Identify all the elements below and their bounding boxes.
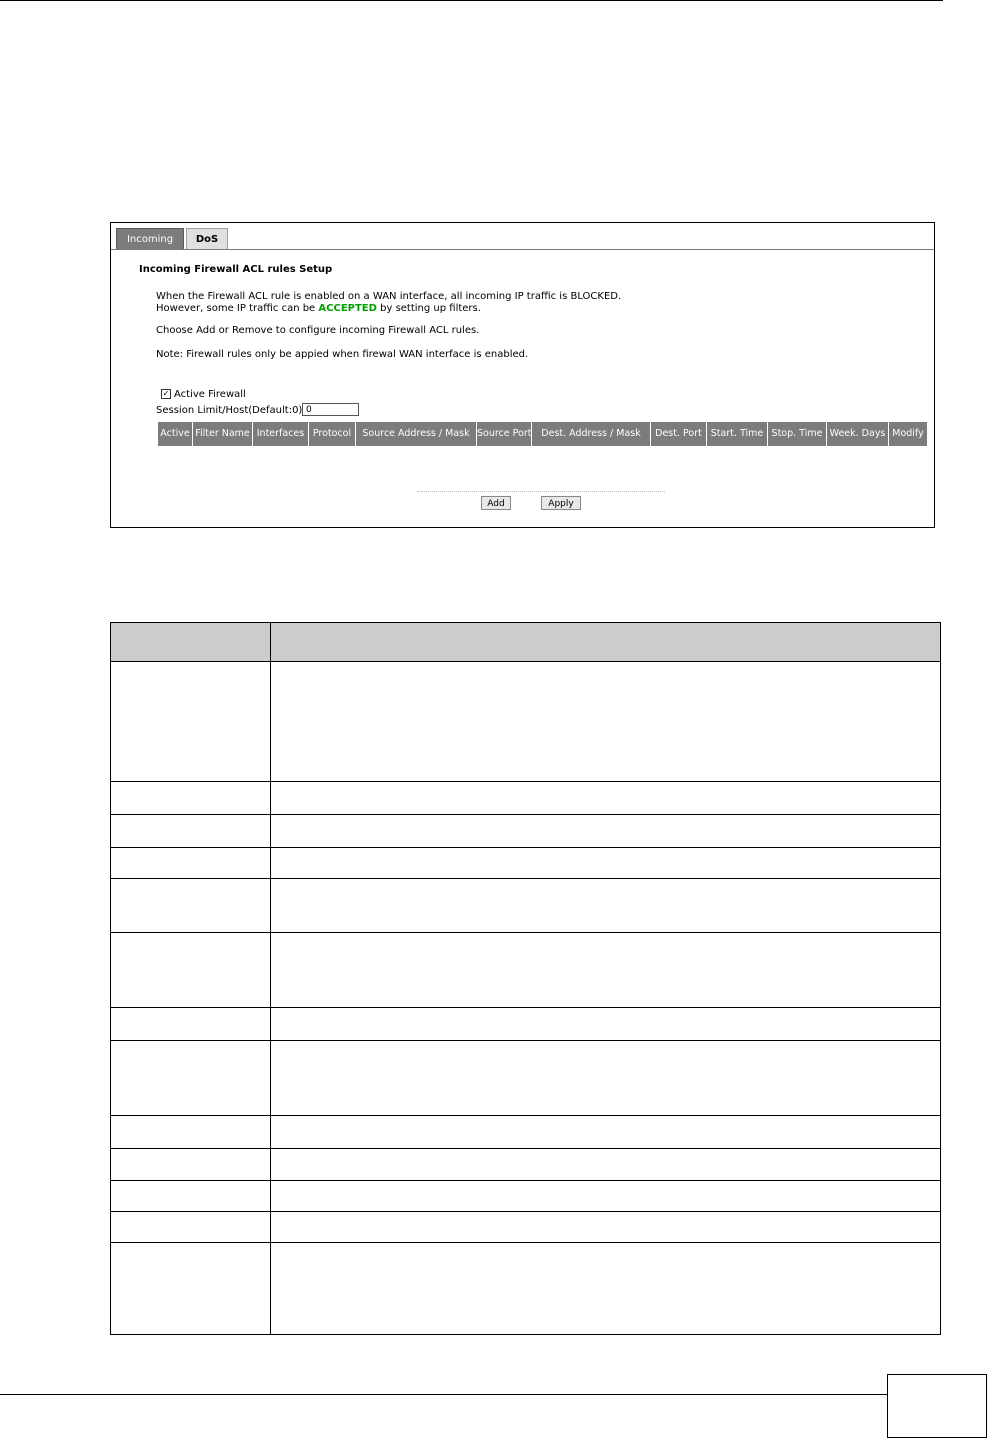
description-cell <box>271 1149 941 1181</box>
table-row <box>111 1212 941 1243</box>
description-cell <box>271 1212 941 1243</box>
tab-bar-line <box>111 249 934 250</box>
section-title: Incoming Firewall ACL rules Setup <box>139 264 333 275</box>
description-table <box>110 622 941 1335</box>
divider-line <box>417 491 665 492</box>
table-row <box>111 782 941 815</box>
label-cell <box>111 1181 271 1212</box>
label-cell <box>111 1212 271 1243</box>
tab-dos[interactable]: DoS <box>186 228 228 250</box>
label-cell <box>111 933 271 1008</box>
note-line: Note: Firewall rules only be appied when firewal WAN interface is enabled. <box>156 349 529 360</box>
col-week-days: Week. Days <box>827 422 889 446</box>
info-line-2 <box>156 303 481 314</box>
col-source-port: Source Port <box>477 422 532 446</box>
apply-button[interactable]: Apply <box>541 496 581 510</box>
label-cell <box>111 662 271 782</box>
rule-table-header <box>158 422 927 446</box>
table-row <box>111 1041 941 1116</box>
description-cell <box>271 1243 941 1335</box>
table-row <box>111 1008 941 1041</box>
col-modify: Modify <box>892 428 924 439</box>
col-stop-time: Stop. Time <box>768 422 827 446</box>
table-row <box>111 662 941 782</box>
active-firewall-checkbox[interactable]: ✓ <box>162 389 170 398</box>
col-active: Active <box>158 422 193 446</box>
description-cell <box>271 1041 941 1116</box>
top-rule <box>0 0 943 1</box>
label-cell <box>111 879 271 933</box>
table-row <box>111 1243 941 1335</box>
header-cell-label <box>111 623 271 662</box>
header-cell-description <box>271 623 941 662</box>
label-cell <box>111 782 271 815</box>
description-cell <box>271 848 941 879</box>
label-cell <box>111 1116 271 1149</box>
label-cell <box>111 815 271 848</box>
table-row <box>111 815 941 848</box>
col-source-address: Source Address / Mask <box>356 422 477 446</box>
col-filter-name: Filter Name <box>193 422 253 446</box>
session-limit-label: Session Limit/Host(Default:0) <box>156 405 303 416</box>
info-line-2-suffix: by setting up filters. <box>380 303 481 314</box>
firewall-screenshot <box>110 222 935 528</box>
description-cell <box>271 1116 941 1149</box>
page-number-box <box>887 1374 987 1438</box>
table-row <box>111 933 941 1008</box>
description-cell <box>271 662 941 782</box>
table-row <box>111 879 941 933</box>
accepted-emphasis: ACCEPTED <box>318 303 377 314</box>
table-row <box>111 1181 941 1212</box>
table-row <box>111 1116 941 1149</box>
label-cell <box>111 1243 271 1335</box>
table-row <box>111 1149 941 1181</box>
col-start-time: Start. Time <box>707 422 768 446</box>
tab-incoming[interactable]: Incoming <box>116 228 184 250</box>
info-line-2-prefix: However, some IP traffic can be <box>156 303 316 314</box>
description-cell <box>271 879 941 933</box>
label-cell <box>111 1149 271 1181</box>
label-cell <box>111 1041 271 1116</box>
session-limit-input[interactable]: 0 <box>302 403 359 416</box>
info-line-3: Choose Add or Remove to configure incoming Firewall ACL rules. <box>156 325 480 336</box>
description-cell <box>271 1008 941 1041</box>
col-interfaces: Interfaces <box>253 422 309 446</box>
active-firewall-label: Active Firewall <box>174 389 246 400</box>
bottom-rule <box>0 1394 887 1395</box>
add-button[interactable]: Add <box>481 496 511 510</box>
description-cell <box>271 782 941 815</box>
table-row <box>111 848 941 879</box>
description-cell <box>271 815 941 848</box>
col-protocol: Protocol <box>309 422 356 446</box>
col-dest-address: Dest. Address / Mask <box>532 422 651 446</box>
description-cell <box>271 933 941 1008</box>
col-dest-port: Dest. Port <box>651 422 707 446</box>
label-cell <box>111 1008 271 1041</box>
description-header-row <box>111 623 941 662</box>
info-line-1: When the Firewall ACL rule is enabled on a WAN interface, all incoming IP traffic is BLOCKED. <box>156 291 622 302</box>
description-cell <box>271 1181 941 1212</box>
label-cell <box>111 848 271 879</box>
